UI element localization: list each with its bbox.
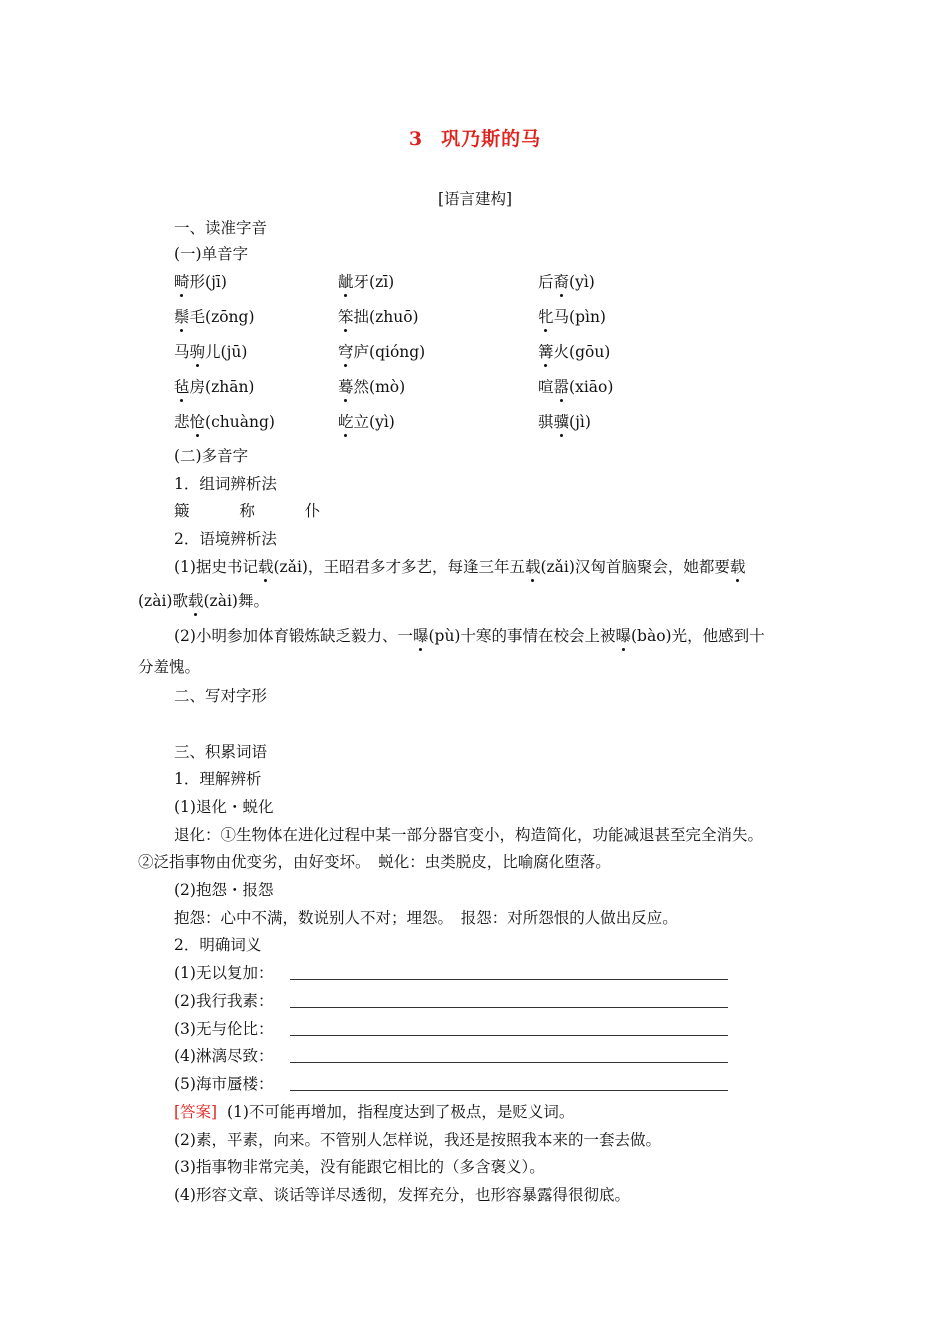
method2-heading: 2．语境辨析法 bbox=[174, 530, 277, 548]
term-row bbox=[174, 1046, 273, 1066]
answer-blank[interactable] bbox=[290, 963, 728, 980]
word-item: 畸形(jī) bbox=[174, 273, 227, 291]
term-row bbox=[174, 1074, 273, 1094]
word-item: 鬃毛(zōng) bbox=[174, 308, 255, 326]
answer-line: [答案] (1)不可能再增加，指程度达到了极点，是贬义词。 bbox=[174, 1103, 575, 1121]
term-label: (5)海市蜃楼： bbox=[174, 1075, 274, 1093]
term-row bbox=[174, 1019, 273, 1039]
word-item: 笨拙(zhuō) bbox=[338, 308, 419, 326]
term-label: (1)无以复加： bbox=[174, 964, 274, 982]
answer-tag: [答案] bbox=[174, 1103, 218, 1121]
multi-sound-heading: (二)多音字 bbox=[174, 447, 249, 465]
answer-line: (4)形容文章、谈话等详尽透彻，发挥充分，也形容暴露得很彻底。 bbox=[174, 1186, 630, 1204]
word-item: 骐骥(jì) bbox=[538, 413, 591, 431]
example2-line1: (2)小明参加体育锻炼缺乏毅力、一曝(pù)十寒的事情在校会上被曝(bào)光，他感到十 bbox=[174, 627, 765, 645]
sub1-heading: 1．理解辨析 bbox=[174, 770, 262, 788]
term-row bbox=[174, 963, 273, 983]
method1-chars bbox=[174, 501, 320, 521]
char-item: 簸 bbox=[174, 502, 190, 520]
answer-blank[interactable] bbox=[290, 1019, 728, 1036]
answer-blank[interactable] bbox=[290, 991, 728, 1008]
word-item: 后裔(yì) bbox=[538, 273, 595, 291]
word-item: 蓦然(mò) bbox=[338, 378, 406, 396]
word-item: 牝马(pìn) bbox=[538, 308, 606, 326]
word-item: 悲怆(chuàng) bbox=[174, 413, 275, 431]
word-item: 篝火(gōu) bbox=[538, 343, 611, 361]
answer-blank[interactable] bbox=[290, 1046, 728, 1063]
term-label: (2)我行我素： bbox=[174, 992, 274, 1010]
answer-blank[interactable] bbox=[290, 1074, 728, 1091]
example1-line1: (1)据史书记载(zǎi)，王昭君多才多艺，每逢三年五载(zǎi)汉匈首脑聚会，她都要载 bbox=[174, 558, 746, 576]
lesson-title bbox=[0, 124, 950, 151]
term-row bbox=[174, 991, 273, 1011]
lesson-number: 3 bbox=[408, 128, 424, 150]
answer-line: (3)指事物非常完美，没有能跟它相比的（多含褒义）。 bbox=[174, 1158, 545, 1176]
word-item: 龇牙(zī) bbox=[338, 273, 395, 291]
term-label: (4)淋漓尽致： bbox=[174, 1047, 274, 1065]
lesson-name: 巩乃斯的马 bbox=[441, 128, 542, 150]
char-item: 称 bbox=[239, 502, 255, 520]
pair2-title: (2)抱怨・报怨 bbox=[174, 881, 274, 899]
pair1-line2: ②泛指事物由优变劣，由好变坏。 蜕化：虫类脱皮，比喻腐化堕落。 bbox=[138, 853, 611, 871]
sub2-heading: 2．明确词义 bbox=[174, 936, 262, 954]
section-tag: [语言建构] bbox=[437, 190, 513, 208]
word-item: 穹庐(qióng) bbox=[338, 343, 426, 361]
part1-heading: 一、读准字音 bbox=[174, 219, 268, 237]
word-item: 喧嚣(xiāo) bbox=[538, 378, 614, 396]
word-item: 马驹儿(jū) bbox=[174, 343, 248, 361]
single-sound-heading: (一)单音字 bbox=[174, 245, 249, 263]
example2-line2: 分羞愧。 bbox=[138, 658, 201, 676]
example1-line2: (zài)歌载(zài)舞。 bbox=[138, 592, 269, 610]
method1-heading: 1．组词辨析法 bbox=[174, 475, 277, 493]
answer-line: (2)素，平素，向来。不管别人怎样说，我还是按照我本来的一套去做。 bbox=[174, 1131, 661, 1149]
part3-heading: 三、积累词语 bbox=[174, 743, 268, 761]
part2-heading: 二、写对字形 bbox=[174, 687, 268, 705]
pair1-title: (1)退化・蜕化 bbox=[174, 798, 274, 816]
word-item: 毡房(zhān) bbox=[174, 378, 255, 396]
pair1-line1: 退化：①生物体在进化过程中某一部分器官变小，构造简化，功能减退甚至完全消失。 bbox=[174, 826, 764, 844]
pair2-line1: 抱怨：心中不满，数说别人不对；埋怨。 报怨：对所怨恨的人做出反应。 bbox=[174, 909, 678, 927]
word-item: 屹立(yì) bbox=[338, 413, 395, 431]
char-item: 仆 bbox=[304, 502, 321, 520]
term-label: (3)无与伦比： bbox=[174, 1020, 274, 1038]
